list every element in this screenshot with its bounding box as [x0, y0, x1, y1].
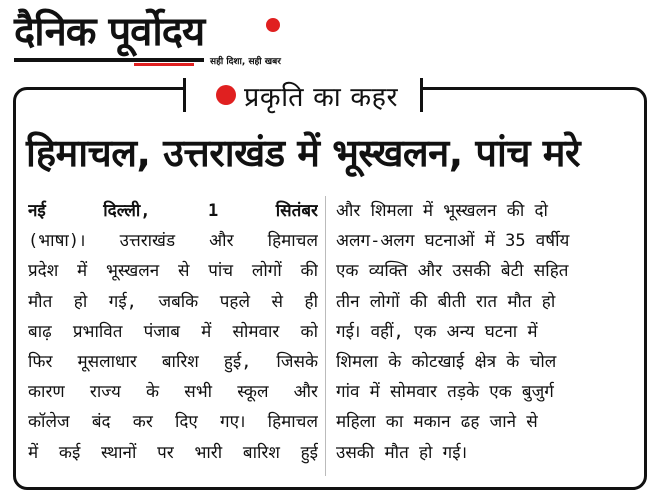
- column-1-line: में कई स्थानों पर भारी बारिश हुई: [28, 442, 318, 463]
- column-1-line: कॉलेज बंद कर दिए गए। हिमाचल: [28, 412, 318, 433]
- column-2-line: महिला का मकान ढह जाने से: [336, 412, 538, 433]
- column-divider: [325, 196, 326, 476]
- masthead-red-dot: [266, 18, 280, 32]
- column-1-line: कारण राज्य के सभी स्कूल और: [28, 382, 318, 403]
- column-1-line: मौत हो गई, जबकि पहले से ही: [28, 291, 318, 312]
- article-kicker: [183, 78, 423, 112]
- column-2-line: गई। वहीं, एक अन्य घटना में: [336, 321, 538, 342]
- masthead-red-strip: [134, 63, 194, 66]
- column-2-line: उसकी मौत हो गई।: [336, 442, 468, 463]
- kicker-label: प्रकृति का कहर: [244, 81, 398, 113]
- masthead-tagline: सही दिशा, सही खबर: [210, 57, 281, 67]
- article-column-1: [28, 196, 318, 468]
- column-2-line: अलग-अलग घटनाओं में 35 वर्षीय: [336, 231, 570, 252]
- column-1-line: फिर मूसलाधार बारिश हुई, जिसके: [28, 352, 318, 373]
- column-2-line: तीन लोगों की बीती रात मौत हो: [336, 291, 556, 312]
- article-headline: हिमाचल, उत्तराखंड में भूस्खलन, पांच मरे: [26, 131, 580, 175]
- column-2-line: और शिमला में भूस्खलन की दो: [336, 201, 548, 221]
- column-1-line: प्रदेश में भूस्खलन से पांच लोगों की: [28, 261, 318, 282]
- column-1-line: (भाषा)। उत्तराखंड और हिमाचल: [28, 231, 318, 252]
- column-1-line: नई दिल्ली, 1 सितंबर: [28, 201, 318, 221]
- column-2-line: एक व्यक्ति और उसकी बेटी सहित: [336, 261, 569, 282]
- newspaper-masthead: [14, 6, 286, 76]
- column-2-line: शिमला के कोटखाई क्षेत्र के चोल: [336, 352, 557, 373]
- column-1-line: बाढ़ प्रभावित पंजाब में सोमवार को: [28, 321, 318, 342]
- red-bullet-icon: [216, 85, 236, 105]
- column-2-line: गांव में सोमवार तड़के एक बुजुर्ग: [336, 382, 554, 403]
- masthead-underline: [14, 58, 204, 62]
- article-column-2: [336, 196, 626, 468]
- newspaper-name: दैनिक पूर्वोदय: [14, 9, 205, 55]
